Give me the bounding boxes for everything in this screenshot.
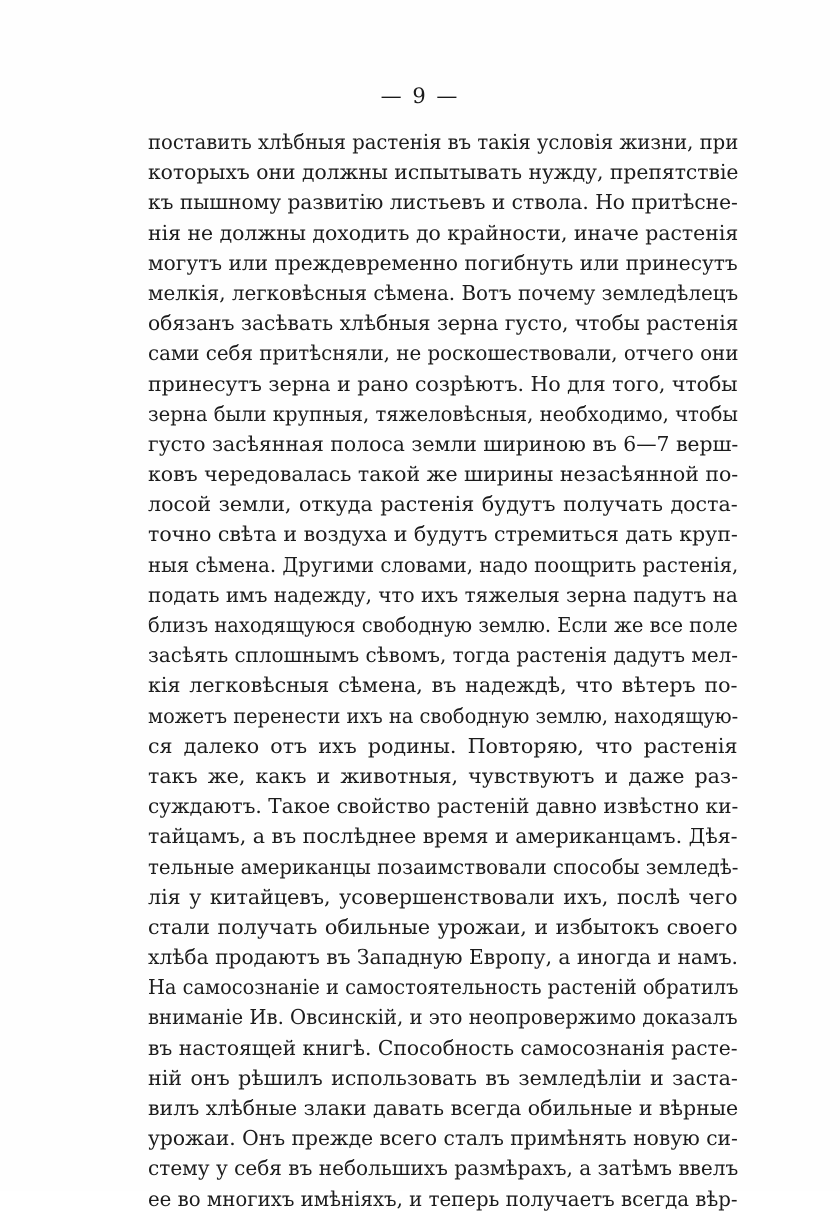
text-line: мелкія, легковѣсныя сѣмена. Вотъ почему земледѣлецъ <box>148 280 739 305</box>
text-line: лія у китайцевъ, усовершенствовали ихъ, послѣ чего <box>148 884 738 909</box>
text-line: вилъ хлѣбные злаки давать всегда обильные и вѣрные <box>148 1096 739 1120</box>
text-line: урожаи. Онъ прежде всего сталъ примѣнять новую си- <box>148 1126 738 1151</box>
text-line: густо засѣянная полоса земли шириною въ 6—7 верш- <box>148 431 739 456</box>
body-text <box>148 127 738 1214</box>
text-line: тайцамъ, а въ послѣднее время и американцамъ. Дѣя- <box>148 824 738 849</box>
text-line: ся далеко отъ ихъ родины. Повторяю, что растенія <box>148 733 738 758</box>
text-line: которыхъ они должны испытывать нужду, препятствіе <box>148 160 739 185</box>
text-line: хлѣба продаютъ въ Западную Европу, а иногда и намъ. <box>148 945 738 970</box>
text-line: засѣять сплошнымъ сѣвомъ, тогда растенія дадутъ мел- <box>148 643 738 668</box>
text-line: близъ находящуюся свободную землю. Если же все поле <box>148 613 738 637</box>
text-line: лосой земли, откуда растенія будутъ получать доста- <box>148 492 738 517</box>
text-line: сами себя притѣсняли, не роскошествовали, отчего они <box>148 341 739 366</box>
text-line: ковъ чередовалась такой же ширины незасѣянной по- <box>148 462 739 487</box>
text-line: точно свѣта и воздуха и будутъ стремиться дать круп- <box>148 522 738 547</box>
text-line: вниманіе Ив. Овсинскій, и это неопровержимо доказалъ <box>148 1005 738 1030</box>
text-line: ныя сѣмена. Другими словами, надо поощрить растенія, <box>148 552 739 577</box>
text-line: тельные американцы позаимствовали способы земледѣ- <box>148 854 739 879</box>
text-line: суждаютъ. Такое свойство растеній давно извѣстно ки- <box>148 794 739 819</box>
text-line: ее во многихъ имѣніяхъ, и теперь получаетъ всегда вѣр- <box>148 1186 738 1211</box>
text-line: можетъ перенести ихъ на свободную землю, находящую- <box>148 703 739 728</box>
text-line: обязанъ засѣвать хлѣбныя зерна густо, чтобы растенія <box>148 311 739 336</box>
text-line: стему у себя въ небольшихъ размѣрахъ, а затѣмъ ввелъ <box>148 1156 739 1181</box>
text-line: подать имъ надежду, что ихъ тяжелыя зерна падутъ на <box>148 582 738 607</box>
text-line: такъ же, какъ и животныя, чувствуютъ и даже раз- <box>148 763 739 788</box>
text-line: зерна были крупныя, тяжеловѣсныя, необходимо, чтобы <box>148 401 738 426</box>
text-line: въ настоящей книгѣ. Способность самосознанія расте- <box>148 1035 738 1060</box>
text-line: нія не должны доходить до крайности, иначе растенія <box>148 220 739 245</box>
page-number: — 9 — <box>380 84 460 108</box>
text-line: стали получать обильные урожаи, и избытокъ своего <box>148 914 738 939</box>
text-line: На самосознаніе и самостоятельность растеній обратилъ <box>148 975 739 1000</box>
text-line: могутъ или преждевременно погибнуть или принесутъ <box>148 250 738 275</box>
text-line: къ пышному развитію листьевъ и ствола. Но притѣсне- <box>148 190 738 215</box>
text-line: принесутъ зерна и рано созрѣютъ. Но для того, чтобы <box>148 371 738 396</box>
text-line: ній онъ рѣшилъ использовать въ земледѣліи и заста- <box>148 1065 738 1090</box>
text-line: кія легковѣсныя сѣмена, въ надеждѣ, что вѣтеръ по- <box>148 673 738 698</box>
text-line: поставить хлѣбныя растенія въ такія условія жизни, при <box>148 130 739 154</box>
